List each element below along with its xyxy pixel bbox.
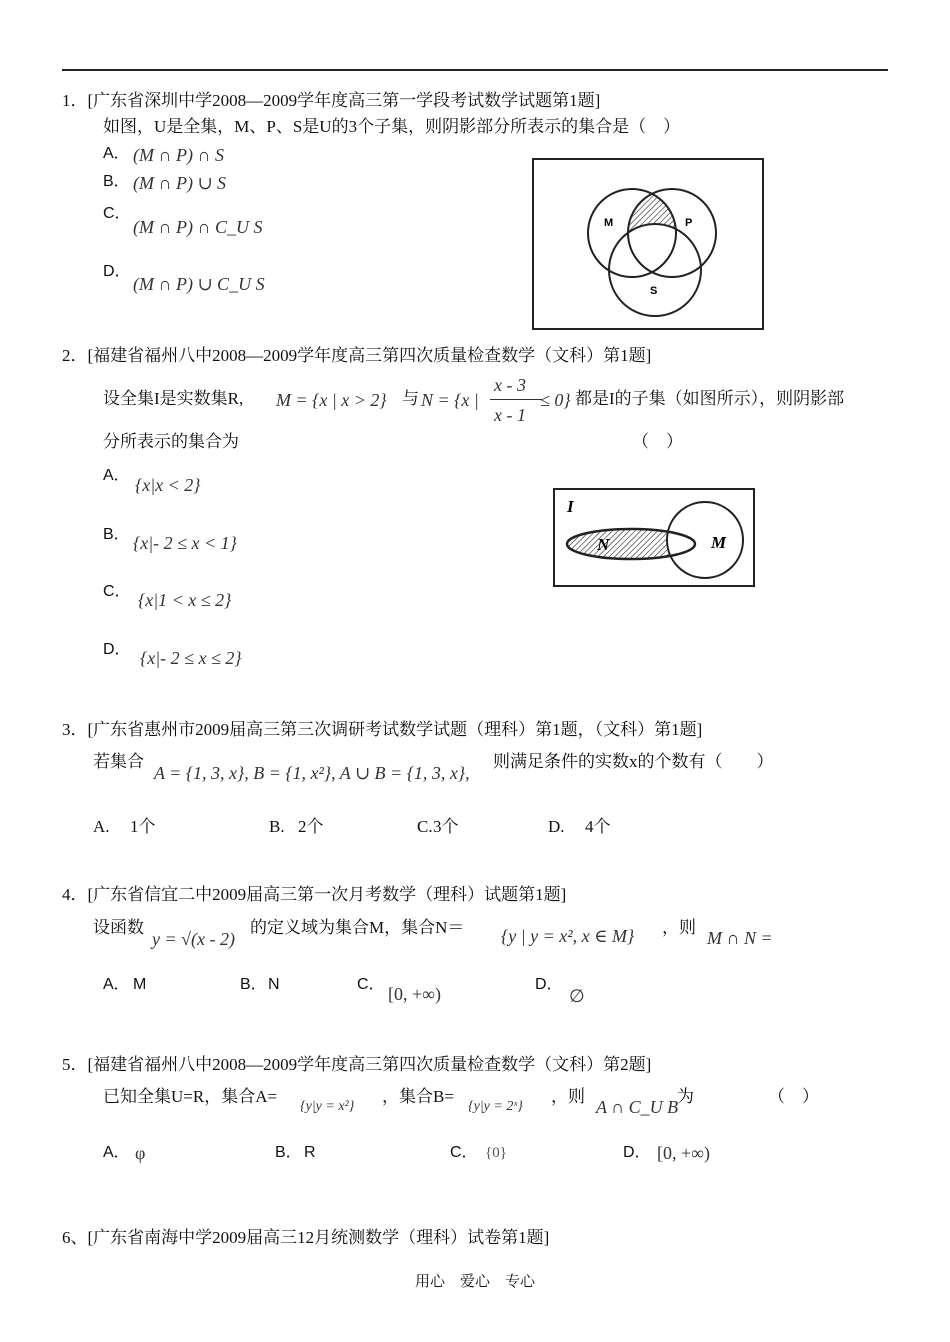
q2-option-d-label: D．	[103, 641, 131, 658]
q2-option-d-expr: {x|- 2 ≤ x ≤ 2}	[140, 648, 242, 668]
q2-set-m: M = {x | x > 2}	[276, 390, 387, 410]
q3-header: 3．[广东省惠州市2009届高三第三次调研考试数学试题（理科）第1题，（文科）第1题]	[62, 720, 703, 739]
q4-option-c-label: C．	[357, 976, 385, 993]
q5-header: 5．[福建省福州八中2008—2009学年度高三第四次质量检查数学（文科）第2题]	[62, 1055, 652, 1074]
q4-stem-mid: 的定义域为集合M，集合N＝	[250, 918, 465, 937]
q3-option-b-text: 2个	[298, 817, 324, 836]
label-m: M	[711, 533, 727, 552]
q1-option-d-label: D．	[103, 263, 131, 280]
q4-set-n: {y | y = x², x ∈ M}	[501, 926, 635, 946]
q4-option-d-label: D．	[535, 976, 563, 993]
q2-frac-den: x - 1	[494, 405, 526, 425]
q5-option-b-expr: R	[304, 1144, 316, 1161]
q2-option-b-label: B．	[103, 526, 130, 543]
q1-option-a-expr: (M ∩ P) ∩ S	[133, 145, 224, 165]
q2-stem-suffix: 都是I的子集（如图所示），则阴影部	[575, 389, 845, 408]
q2-set-n-prefix: N = {x |	[421, 390, 479, 410]
q1-stem: 如图，U是全集，M、P、S是U的3个子集，则阴影部分所表示的集合是（ ）	[103, 117, 681, 136]
q3-stem-suffix: 则满足条件的实数x的个数有（ ）	[493, 752, 774, 771]
q5-option-c-label: C．	[450, 1144, 478, 1161]
q1-option-b-expr: (M ∩ P) ∪ S	[133, 173, 227, 193]
page-footer: 用心 爱心 专心	[414, 1274, 535, 1290]
q5-option-d-label: D．	[623, 1144, 651, 1161]
q2-header: 2．[福建省福州八中2008—2009学年度高三第四次质量检查数学（文科）第1题]	[62, 346, 652, 365]
q3-option-d-label: D.	[548, 817, 565, 836]
q4-stem-then: ，则	[662, 918, 696, 937]
q5-stem-then: ，则	[551, 1087, 585, 1106]
top-rule	[62, 69, 888, 71]
q5-option-a-label: A．	[103, 1144, 130, 1161]
q2-stem-line2: 分所表示的集合为	[103, 432, 239, 451]
q6-header: 6、[广东省南海中学2009届高三12月统测数学（理科）试卷第1题]	[62, 1228, 550, 1247]
q4-expr-end: M ∩ N =	[707, 928, 773, 948]
q3-expr: A = {1, 3, x}, B = {1, x²}, A ∪ B = {1, 3, x},	[154, 763, 470, 783]
q2-answer-paren: （ ）	[632, 432, 683, 451]
q3-option-c-text: 3个	[433, 817, 459, 836]
q2-frac-bar	[490, 399, 542, 400]
q1-option-d-expr: (M ∩ P) ∪ C_U S	[133, 274, 265, 294]
q1-option-b-label: B．	[103, 173, 130, 190]
q4-option-a-expr: M	[133, 976, 147, 993]
label-p: P	[685, 217, 693, 229]
q3-option-a-text: 1个	[130, 817, 156, 836]
q1-option-c-expr: (M ∩ P) ∩ C_U S	[133, 217, 263, 237]
label-m: M	[604, 217, 614, 229]
q5-option-b-label: B．	[275, 1144, 302, 1161]
q2-stem-prefix: 设全集I是实数集R,	[103, 389, 244, 408]
q1-option-c-label: C．	[103, 205, 131, 222]
q2-option-c-expr: {x|1 < x ≤ 2}	[138, 590, 232, 610]
q3-option-a-label: A.	[93, 817, 110, 836]
q4-stem-prefix: 设函数	[93, 918, 144, 937]
q3-stem-prefix: 若集合	[93, 752, 144, 771]
q1-header: 1．[广东省深圳中学2008—2009学年度高三第一学段考试数学试题第1题]	[62, 91, 601, 110]
q5-set-b: {y|y = 2ˣ}	[468, 1099, 523, 1114]
q2-venn-diagram	[553, 488, 755, 588]
q2-frac-num: x - 3	[494, 375, 526, 395]
q4-option-c-expr: [0, +∞)	[388, 984, 441, 1004]
q2-option-a-label: A．	[103, 467, 130, 484]
q5-option-a-expr: φ	[135, 1143, 146, 1163]
q4-func: y = √(x - 2)	[152, 929, 235, 949]
q4-option-b-label: B．	[240, 976, 267, 993]
q4-option-a-label: A．	[103, 976, 130, 993]
q4-option-d-expr: ∅	[569, 986, 585, 1006]
q5-stem-mid: ，集合B=	[382, 1087, 454, 1106]
q2-option-b-expr: {x|- 2 ≤ x < 1}	[133, 533, 237, 553]
q3-option-d-text: 4个	[585, 817, 611, 836]
q5-option-d-expr: [0, +∞)	[657, 1143, 710, 1163]
q1-venn-diagram	[532, 158, 764, 330]
q2-conj: 与	[402, 389, 419, 408]
q2-set-n-suffix: ≤ 0}	[540, 390, 571, 410]
q5-expr: A ∩ C_U B	[596, 1097, 679, 1117]
q5-stem-prefix: 已知全集U=R，集合A=	[103, 1087, 278, 1106]
label-s: S	[650, 285, 658, 297]
q5-stem-suffix: 为	[677, 1087, 694, 1106]
q5-option-c-expr: {0}	[485, 1145, 507, 1161]
q5-answer-paren: （ ）	[768, 1087, 819, 1106]
q2-option-c-label: C．	[103, 583, 131, 600]
q3-option-b-label: B.	[269, 817, 285, 836]
q1-option-a-label: A．	[103, 145, 130, 162]
q4-option-b-expr: N	[268, 976, 280, 993]
label-n: N	[597, 535, 610, 554]
q2-option-a-expr: {x|x < 2}	[135, 475, 201, 495]
q5-set-a: {y|y = x²}	[300, 1099, 355, 1114]
q3-option-c-label: C.	[417, 817, 433, 836]
label-i: I	[567, 497, 574, 516]
q4-header: 4．[广东省信宜二中2009届高三第一次月考数学（理科）试题第1题]	[62, 885, 567, 904]
